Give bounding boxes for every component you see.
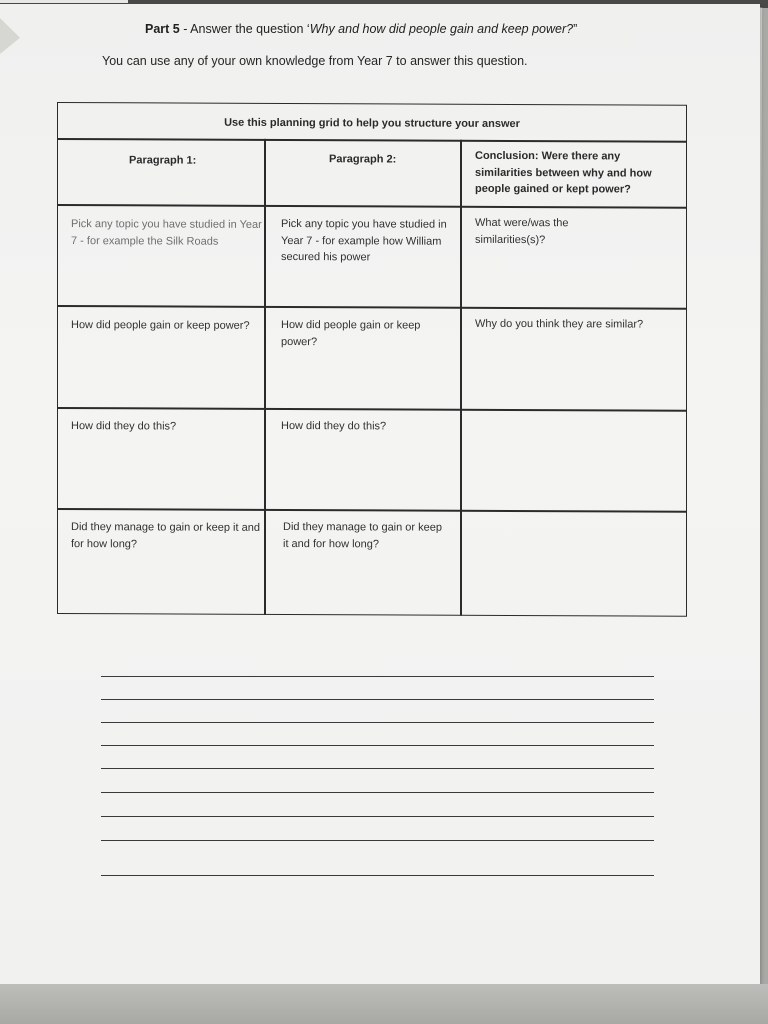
question-close: ” — [573, 22, 578, 36]
question-prefix: - Answer the question ‘ — [179, 22, 310, 36]
column-heading-paragraph-1: Paragraph 1: — [129, 154, 197, 167]
grid-column-divider — [264, 139, 266, 615]
answer-line — [101, 676, 654, 677]
grid-cell-prompt: How did they do this? — [71, 420, 177, 433]
grid-cell-prompt: Did they manage to gain or keep it and for how long? — [283, 520, 442, 550]
intro-text: You can use any of your own knowledge from Year 7 to answer this question. — [102, 54, 528, 68]
column-heading-conclusion: Conclusion: Were there any similarities between why and how people gained or kept power? — [475, 149, 652, 196]
answer-line — [101, 768, 654, 769]
column-heading-paragraph-2: Paragraph 2: — [329, 153, 397, 166]
worksheet-page — [0, 4, 760, 984]
grid-cell-prompt: Did they manage to gain or keep it and for how long? — [71, 521, 260, 550]
answer-line — [101, 840, 654, 841]
answer-line — [101, 816, 654, 817]
planning-grid — [57, 102, 687, 617]
grid-cell-prompt: Pick any topic you have studied in Year 7 - for example the Silk Roads — [71, 218, 262, 248]
part-label: Part 5 — [145, 22, 180, 36]
answer-line — [101, 699, 654, 700]
grid-cell-prompt: Why do you think they are similar? — [475, 317, 644, 331]
answer-line — [101, 792, 654, 793]
grid-cell-prompt: What were/was the similarities(s)? — [475, 216, 569, 246]
grid-cell-prompt: How did people gain or keep power? — [281, 318, 421, 348]
answer-line — [101, 875, 654, 876]
answer-line — [101, 745, 654, 746]
grid-title: Use this planning grid to help you structure your answer — [224, 116, 520, 131]
grid-cell-prompt: How did people gain or keep power? — [71, 319, 250, 332]
question-heading — [145, 22, 577, 36]
question-text: Why and how did people gain and keep power? — [309, 22, 574, 36]
background-strip-highlight — [0, 0, 128, 3]
grid-column-divider — [460, 140, 462, 616]
grid-cell-prompt: Pick any topic you have studied in Year 7 - for example how William secured his power — [281, 217, 447, 264]
answer-line — [101, 722, 654, 723]
grid-cell-prompt: How did they do this? — [281, 419, 387, 433]
desk-surface — [0, 984, 768, 1024]
